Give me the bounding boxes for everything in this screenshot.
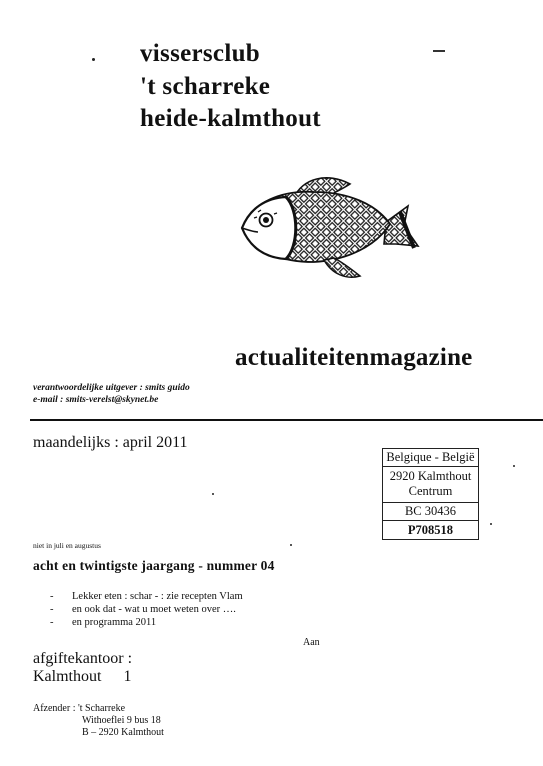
list-item bbox=[50, 603, 243, 616]
sender-name: Afzender : 't Scharreke bbox=[33, 703, 126, 714]
recipient-label: Aan bbox=[303, 637, 320, 648]
sender-street: Withoeflei 9 bus 18 bbox=[82, 715, 161, 726]
issue-frequency: maandelijks : april 2011 bbox=[33, 434, 188, 451]
postage-city-line1: 2920 Kalmthout bbox=[389, 469, 472, 483]
postage-country: Belgique - België bbox=[383, 449, 478, 467]
club-name-line1: vissersclub bbox=[140, 40, 260, 67]
topic-bullet: - bbox=[50, 591, 54, 602]
postage-city bbox=[383, 467, 478, 503]
post-office-number: 1 bbox=[123, 668, 132, 685]
volume-number: acht en twintigste jaargang - nummer 04 bbox=[33, 558, 275, 573]
club-name-line2: 't scharreke bbox=[140, 73, 271, 100]
post-office-town: Kalmthout bbox=[33, 668, 102, 685]
horizontal-rule bbox=[30, 419, 543, 421]
list-item bbox=[50, 590, 243, 603]
topic-text: en programma 2011 bbox=[72, 617, 157, 628]
sender-city: B – 2920 Kalmthout bbox=[82, 727, 164, 738]
topic-bullet: - bbox=[50, 604, 54, 615]
post-office-label: afgiftekantoor : bbox=[33, 650, 133, 667]
postage-city-line2: Centrum bbox=[408, 484, 453, 498]
postage-bc: BC 30436 bbox=[383, 503, 478, 521]
scan-speck bbox=[212, 493, 214, 495]
club-name-line3: heide-kalmthout bbox=[140, 105, 321, 132]
scan-speck bbox=[513, 465, 515, 467]
topic-bullet: - bbox=[50, 617, 54, 628]
scan-speck bbox=[490, 523, 492, 525]
scan-speck bbox=[433, 50, 445, 52]
post-office-name bbox=[33, 668, 131, 686]
postage-box bbox=[382, 448, 479, 540]
magazine-title: actualiteitenmagazine bbox=[235, 344, 473, 371]
topic-list bbox=[50, 590, 243, 629]
topic-text: en ook dat - wat u moet weten over …. bbox=[72, 604, 236, 615]
topic-text: Lekker eten : schar - : zie recepten Vlam bbox=[72, 591, 243, 602]
scan-speck bbox=[290, 544, 292, 546]
scan-speck bbox=[92, 58, 95, 61]
postage-permit: P708518 bbox=[407, 523, 454, 537]
responsible-publisher: verantwoordelijke uitgever : smits guido bbox=[33, 383, 190, 393]
publisher-email: e-mail : smits-verelst@skynet.be bbox=[33, 395, 159, 405]
fish-logo bbox=[236, 170, 424, 288]
publication-note: niet in juli en augustus bbox=[33, 541, 101, 550]
list-item bbox=[50, 616, 243, 629]
